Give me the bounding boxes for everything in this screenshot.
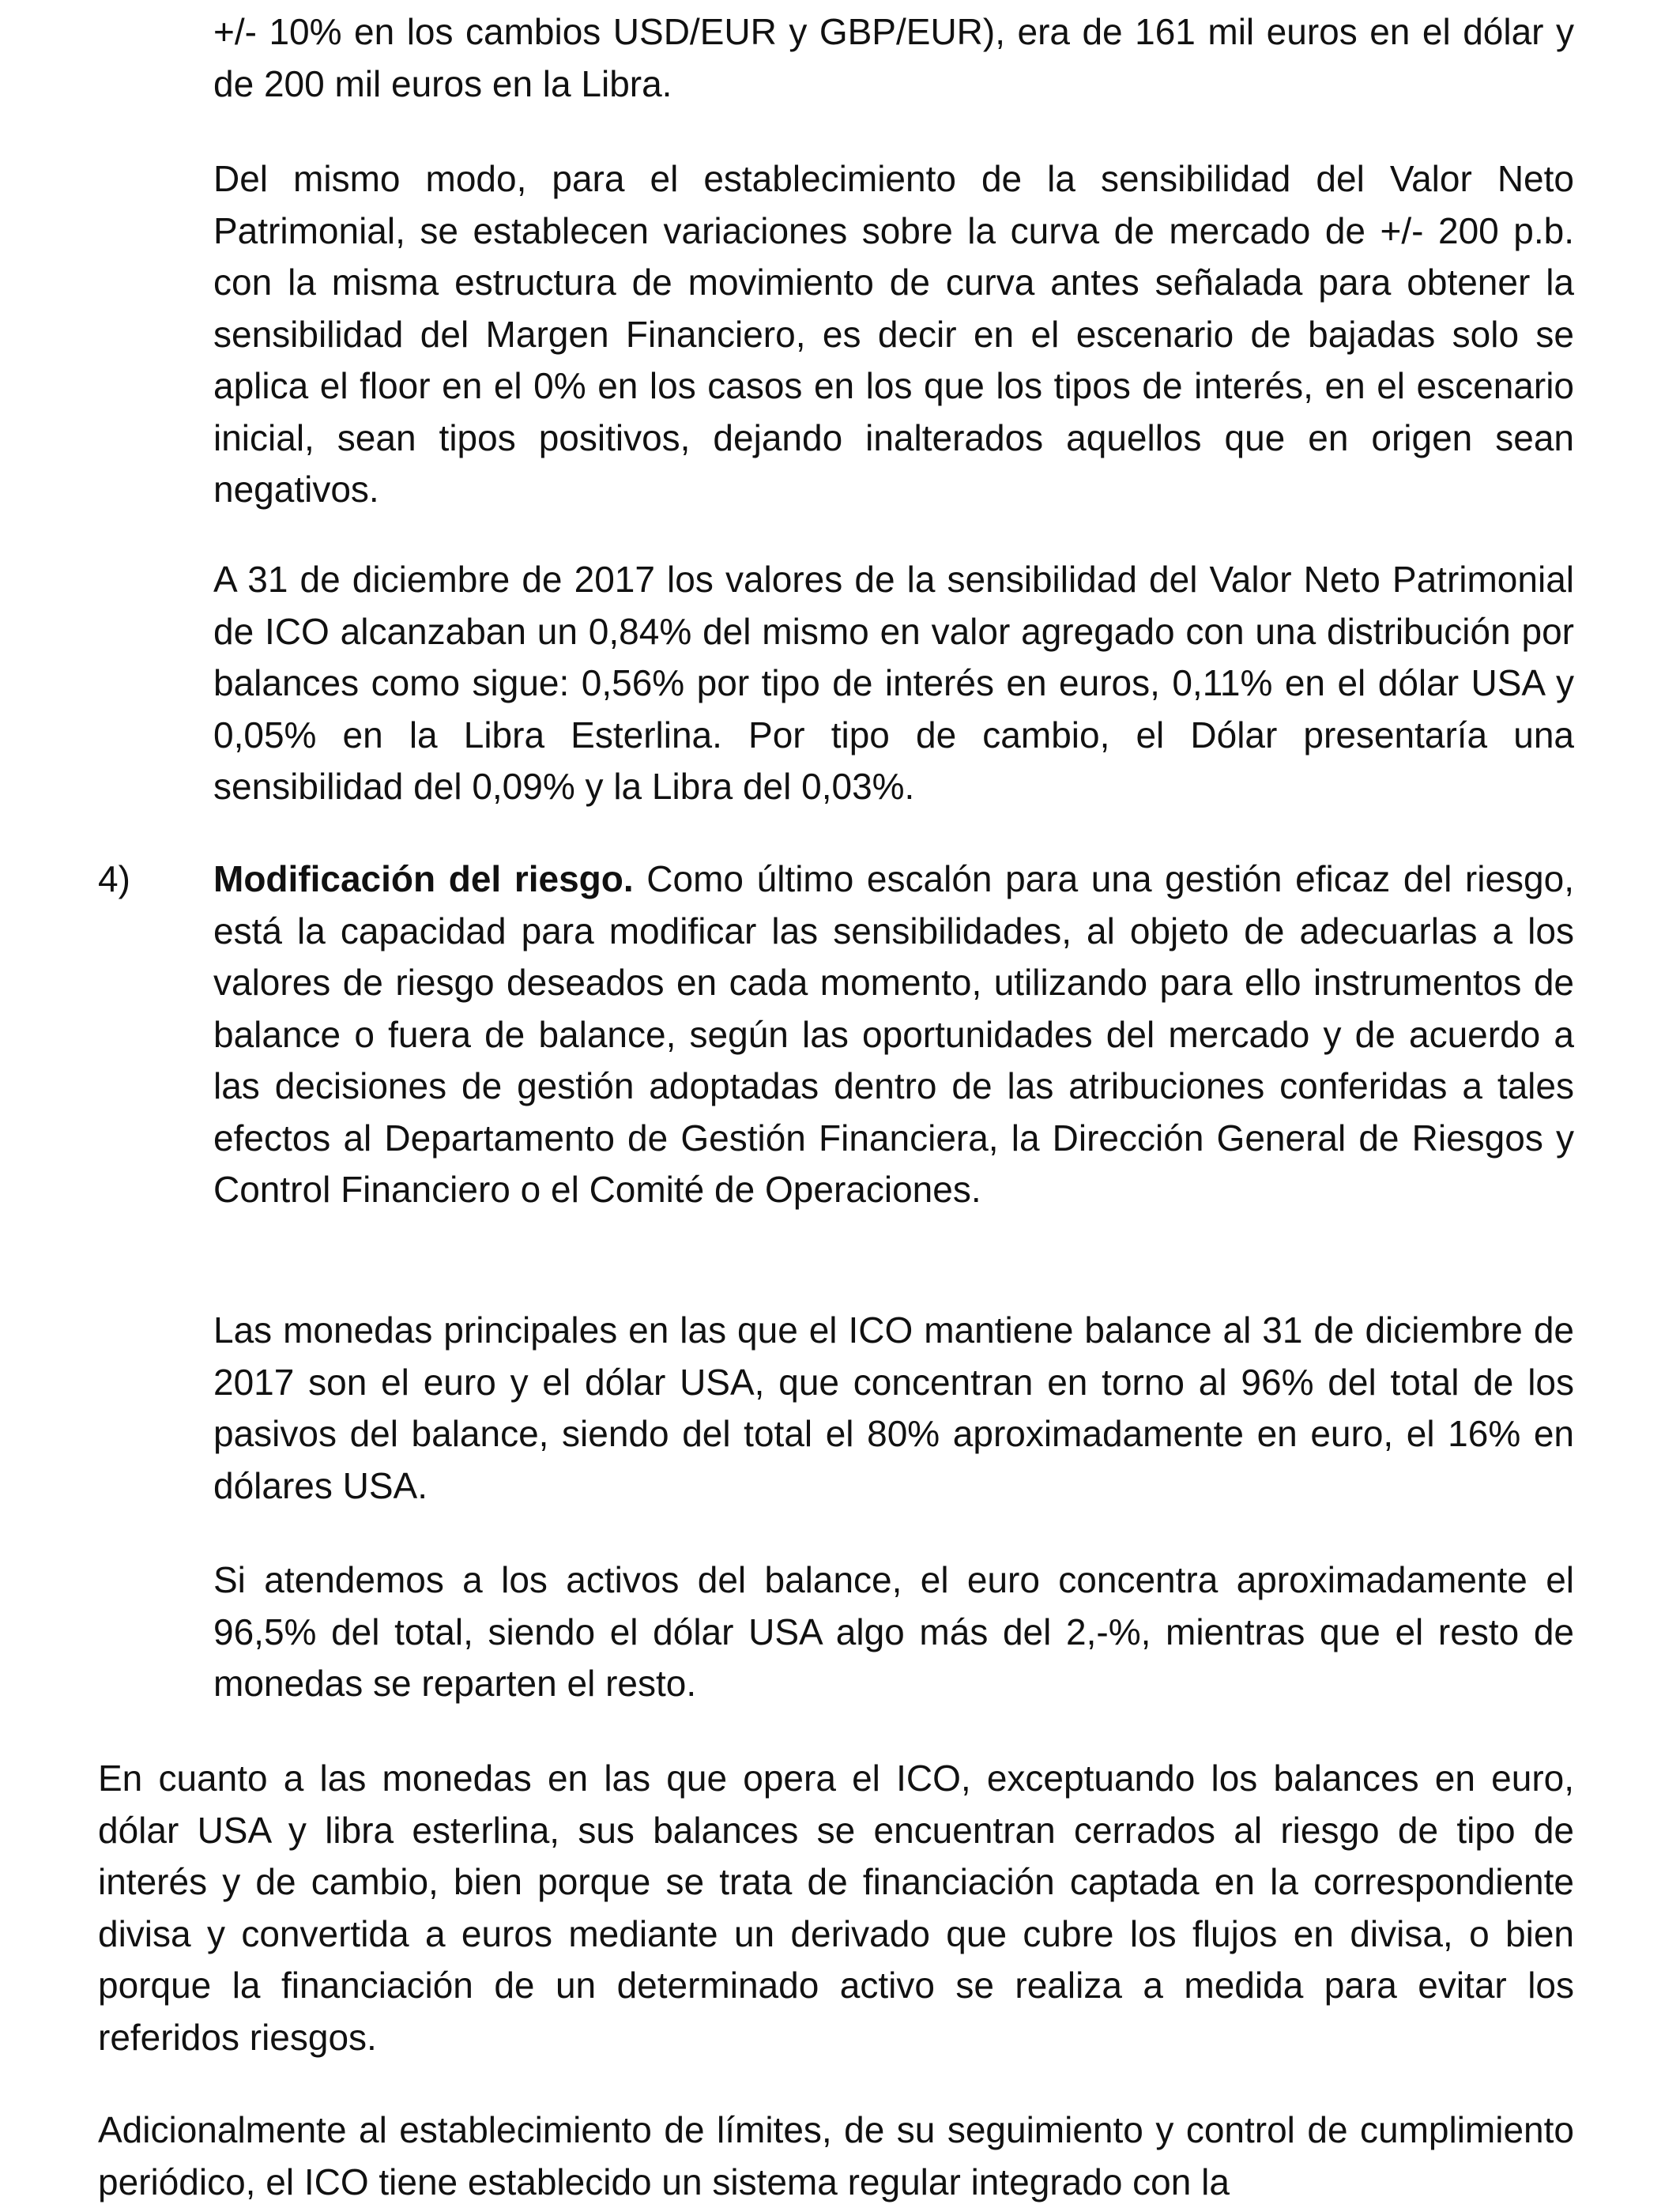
list-item-heading: Modificación del riesgo. bbox=[213, 858, 634, 899]
list-item-body: Como último escalón para una gestión eficaz del riesgo, está la capacidad para modificar las sensibilidades, al objeto de adecuarlas a los valores de riesgo deseados en cada momento, utilizando para ello instrumentos de balance o fuera de balance, según las oportunidades del mercado y de acuerdo a las decisiones de gestión adoptadas dentro de las atribuciones conferidas a tales efectos al Departamento de Gestión Financiera, la Dirección General de Riesgos y Control Financiero o el Comité de Operaciones. bbox=[213, 858, 1574, 1210]
paragraph-limits-control: Adicionalmente al establecimiento de límites, de su seguimiento y control de cumplimiento periódico, el ICO tiene establecido un sistema regular integrado con la bbox=[98, 2109, 1574, 2202]
paragraph-assets-currencies: Si atendemos a los activos del balance, el euro concentra aproximadamente el 96,5% del total, siendo el dólar USA algo más del 2,-%, mientras que el resto de monedas se reparten el resto. bbox=[213, 1559, 1574, 1704]
paragraph-net-worth-sensitivity-values: A 31 de diciembre de 2017 los valores de la sensibilidad del Valor Neto Patrimonial de ICO alcanzaban un 0,84% del mismo en valor agregado con una distribución por balances como sigue: 0,56% por tipo de interés en euros, 0,11% en el dólar USA y 0,05% en la Libra Esterlina. Por tipo de cambio, el Dólar presentaría una sensibilidad del 0,09% y la Libra del 0,03%. bbox=[213, 559, 1574, 807]
paragraph-main-currencies-liabilities: Las monedas principales en las que el ICO mantiene balance al 31 de diciembre de 2017 son el euro y el dólar USA, que concentran en torno al 96% del total de los pasivos del balance, siendo del total el 80% aproximadamente en euro, el 16% en dólares USA. bbox=[213, 1309, 1574, 1506]
paragraph-other-currencies: En cuanto a las monedas en las que opera el ICO, exceptuando los balances en euro, dólar USA y libra esterlina, sus balances se encuentran cerrados al riesgo de tipo de interés y de cambio, bien porque se trata de financiación captada en la correspondiente divisa y convertida a euros mediante un derivado que cubre los flujos en divisa, o bien porque la financiación de un determinado activo se realiza a medida para evitar los referidos riesgos. bbox=[98, 1758, 1574, 2058]
list-item-risk-modification bbox=[213, 853, 1574, 1216]
paragraph-currency-sensitivity: +/- 10% en los cambios USD/EUR y GBP/EUR), era de 161 mil euros en el dólar y de 200 mil euros en la Libra. bbox=[213, 11, 1574, 104]
paragraph-net-worth-sensitivity-method: Del mismo modo, para el establecimiento de la sensibilidad del Valor Neto Patrimonial, se establecen variaciones sobre la curva de mercado de +/- 200 p.b. con la misma estructura de movimiento de curva antes señalada para obtener la sensibilidad del Margen Financiero, es decir en el escenario de bajadas solo se aplica el floor en el 0% en los casos en los que los tipos de interés, en el escenario inicial, sean tipos positivos, dejando inalterados aquellos que en origen sean negativos. bbox=[213, 158, 1574, 510]
list-item-number-4: 4) bbox=[98, 858, 130, 899]
